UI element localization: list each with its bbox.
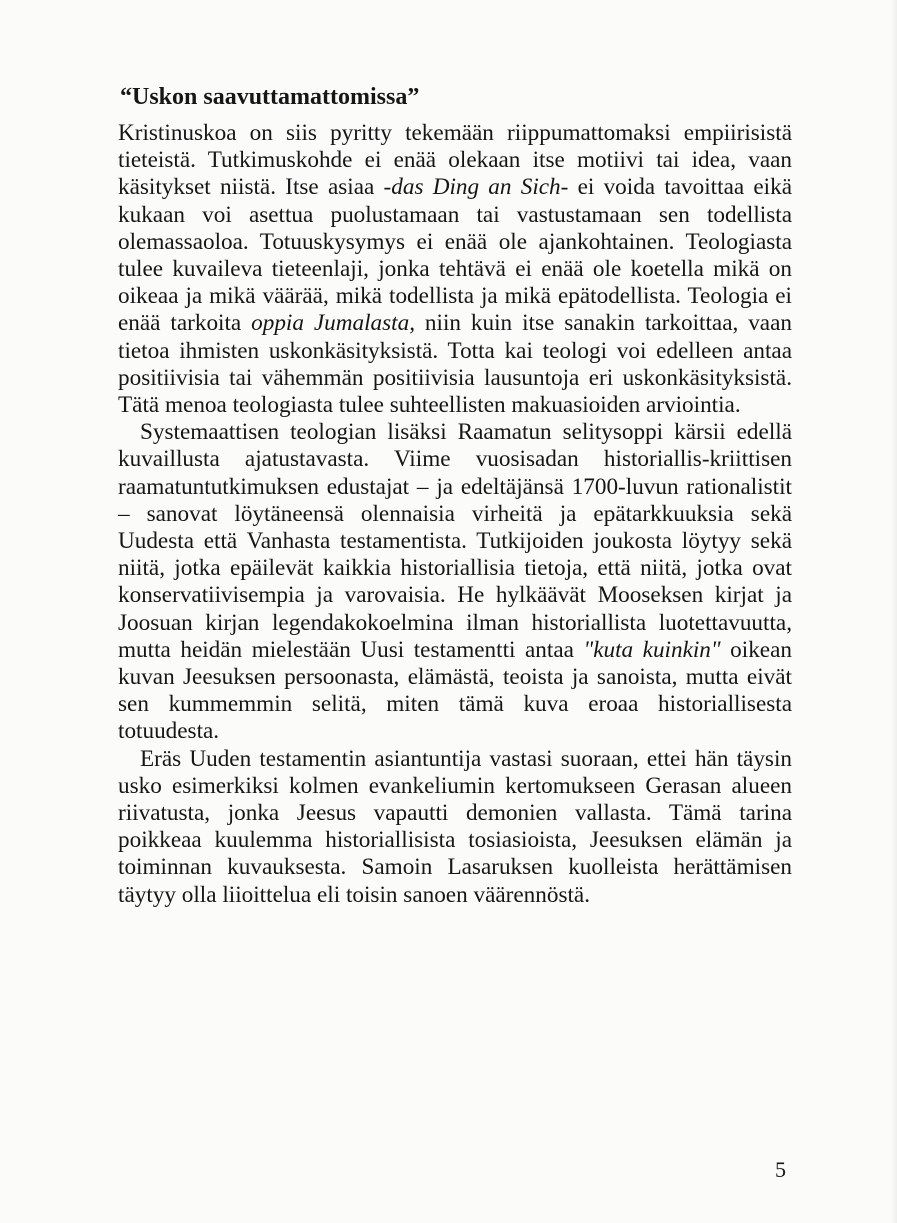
body-text [118,120,792,909]
text-run: niin kuin itse sanakin tarkoittaa, vaan tietoa ihmisten uskonkäsityksistä. Totta kai teologi voi edelleen antaa positiivisia tai vähemmän positiivisia lausuntoja eri uskonkäsityksistä. Tätä menoa teologiasta tulee suhteellisten makuasioiden arviointia. [118,310,792,419]
paragraph [118,419,792,745]
italic-text: oppia Jumalasta, [251,310,415,337]
paragraph [118,120,792,419]
text-run: ei voida tavoittaa eikä kukaan voi asettua puolustamaan tai vastustamaan sen todellista olemassaoloa. Totuuskysymys ei enää ole ajankohtainen. Teologiasta tulee kuvaileva tieteenlaji, jonka tehtävä ei enää ole koetella mikä on oikeaa ja mikä väärää, mikä todellista ja mikä epätodellista. Teologia ei enää tarkoita [118,174,793,337]
paragraph [118,746,792,909]
page-edge-shadow [891,0,897,1223]
text-run: Eräs Uuden testamentin asiantuntija vastasi suoraan, ettei hän täysin usko esimerkiksi kolmen evankeliumin kertomukseen Gerasan alueen riivatusta, jonka Jeesus vapautti demonien vallasta. Tämä tarina poikkeaa kuulemma historiallisista tosiasioista, Jeesuksen elämän ja toiminnan kuvauksesta. Samoin Lasaruksen kuolleista herättämisen täytyy olla liioittelua eli toisin sanoen väärennöstä. [118,745,792,908]
text-run: Systemaattisen teologian lisäksi Raamatun selitysoppi kärsii edellä kuvaillusta ajatustavasta. Viime vuosisadan historiallis-kriittisen raamatuntutkimuksen edustajat – ja edeltäjänsä 1700-luvun rationalistit – sanovat löytäneensä olennaisia virheitä ja epätarkkuuksia sekä Uudesta että Vanhasta testamentista. Tutkijoiden joukosta löytyy sekä niitä, jotka epäilevät kaikkia historiallisia tietoja, että niitä, jotka ovat konservatiivisempia ja varovaisia. He hylkäävät Mooseksen kirjat ja Joosuan kirjan legendakokoelmina ilman historiallista luotettavuutta, mutta heidän mielestään Uusi testamentti antaa [118,419,792,663]
text-run: Kristinuskoa on siis pyritty tekemään riippumattomaksi empiirisistä tieteistä. Tutkimuskohde ei enää olekaan itse motiivi tai idea, vaan käsitykset niistä. Itse asiaa [118,120,792,201]
section-heading: “Uskon saavuttamattomissa” [120,84,420,110]
page-number: 5 [775,1157,786,1182]
italic-text: -das Ding an Sich- [383,174,569,201]
text-run: oikean kuvan Jeesuksen persoonasta, elämästä, teoista ja sanoista, mutta eivät sen kummemmin selitä, miten tämä kuva eroaa historiallisesta totuudesta. [118,636,792,745]
italic-text: "kuta kuinkin" [583,636,721,663]
